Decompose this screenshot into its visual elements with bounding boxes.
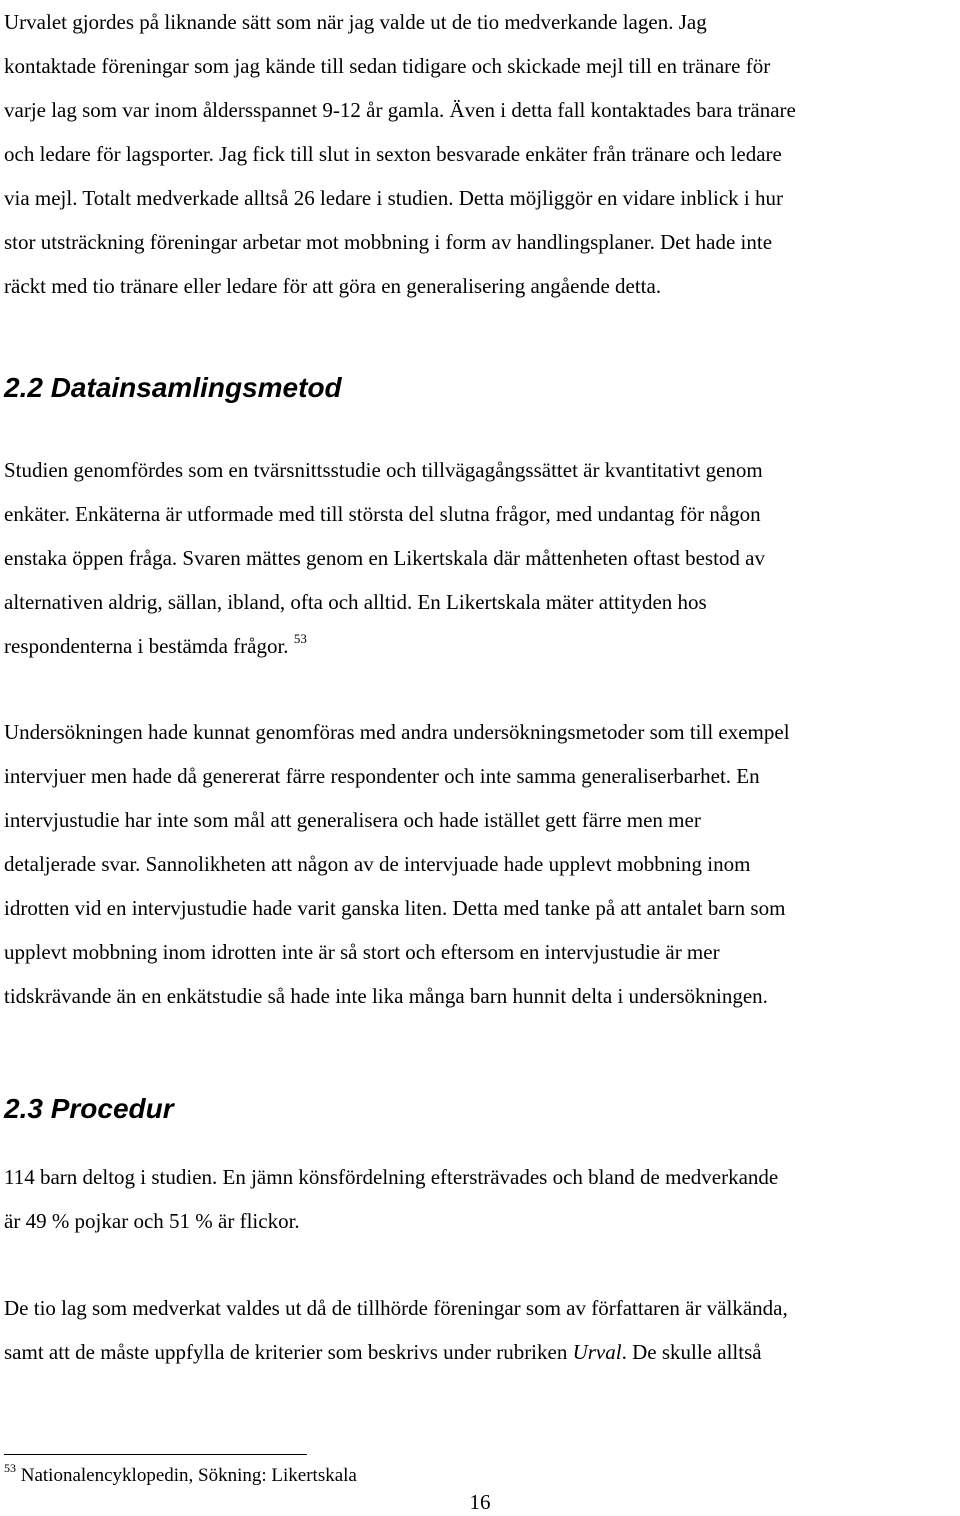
text-line: stor utsträckning föreningar arbetar mot mobbning i form av handlingsplaner. Det hade inte xyxy=(4,230,773,254)
text-line: Studien genomfördes som en tvärsnittsstudie och tillvägagångssättet är kvantitativt genom xyxy=(4,458,763,482)
text-line: kontaktade föreningar som jag kände till sedan tidigare och skickade mejl till en tränare för xyxy=(4,54,771,78)
section-heading-datainsamlingsmetod: 2.2 Datainsamlingsmetod xyxy=(4,372,342,403)
page-number: 16 xyxy=(469,1490,491,1514)
paragraph-procedur xyxy=(4,1155,956,1243)
text-line: Urvalet gjordes på liknande sätt som när jag valde ut de tio medverkande lagen. Jag xyxy=(4,10,707,34)
text-line: räckt med tio tränare eller ledare för att göra en generalisering angående detta. xyxy=(4,274,662,298)
footnote-reference: 53 xyxy=(293,631,307,646)
paragraph-urval xyxy=(4,0,956,308)
text-line: idrotten vid en intervjustudie hade varit ganska liten. Detta med tanke på att antalet barn som xyxy=(4,896,786,920)
text-line: är 49 % pojkar och 51 % är flickor. xyxy=(4,1209,300,1233)
text-fragment: respondenterna i bestämda frågor. xyxy=(4,634,289,658)
text-line: intervjustudie har inte som mål att generalisera och hade istället gett färre men mer xyxy=(4,808,701,832)
section-heading-procedur: 2.3 Procedur xyxy=(4,1093,174,1124)
text-line: detaljerade svar. Sannolikheten att någon av de intervjuade hade upplevt mobbning inom xyxy=(4,852,751,876)
text-line: alternativen aldrig, sällan, ibland, ofta och alltid. En Likertskala mäter attityden hos xyxy=(4,590,707,614)
text-line: intervjuer men hade då genererat färre respondenter och inte samma generaliserbarhet. En xyxy=(4,764,760,788)
text-line: enstaka öppen fråga. Svaren mättes genom en Likertskala där måttenheten oftast bestod av xyxy=(4,546,765,570)
text-line xyxy=(4,1330,956,1374)
footnote-separator xyxy=(4,1454,307,1455)
footnote-text: Nationalencyklopedin, Sökning: Likertskala xyxy=(20,1465,357,1486)
footnote xyxy=(4,1462,357,1490)
text-fragment: samt att de måste uppfylla de kriterier som beskrivs under rubriken xyxy=(4,1340,573,1364)
text-line: varje lag som var inom åldersspannet 9-12 år gamla. Även i detta fall kontaktades bara tränare xyxy=(4,98,796,122)
text-line: upplevt mobbning inom idrotten inte är så stort och eftersom en intervjustudie är mer xyxy=(4,940,720,964)
footnote-number: 53 xyxy=(4,1461,16,1475)
text-line: De tio lag som medverkat valdes ut då de tillhörde föreningar som av författaren är välkända, xyxy=(4,1296,788,1320)
text-line: Undersökningen hade kunnat genomföras med andra undersökningsmetoder som till exempel xyxy=(4,720,790,744)
text-line: via mejl. Totalt medverkade alltså 26 ledare i studien. Detta möjliggör en vidare inblick i hur xyxy=(4,186,783,210)
text-line: och ledare för lagsporter. Jag fick till slut in sexton besvarade enkäter från tränare och ledare xyxy=(4,142,782,166)
text-line: tidskrävande än en enkätstudie så hade inte lika många barn hunnit delta i undersökningen. xyxy=(4,984,768,1008)
text-line: 114 barn deltog i studien. En jämn könsfördelning eftersträvades och bland de medverkande xyxy=(4,1165,779,1189)
italic-term: Urval xyxy=(572,1340,622,1364)
paragraph-metodval xyxy=(4,710,956,1018)
paragraph-datainsamlingsmetod xyxy=(4,448,956,668)
text-line xyxy=(4,624,956,668)
text-line: enkäter. Enkäterna är utformade med till största del slutna frågor, med undantag för någon xyxy=(4,502,761,526)
paragraph-lagurval xyxy=(4,1286,956,1374)
text-fragment: . De skulle alltså xyxy=(621,1340,762,1364)
